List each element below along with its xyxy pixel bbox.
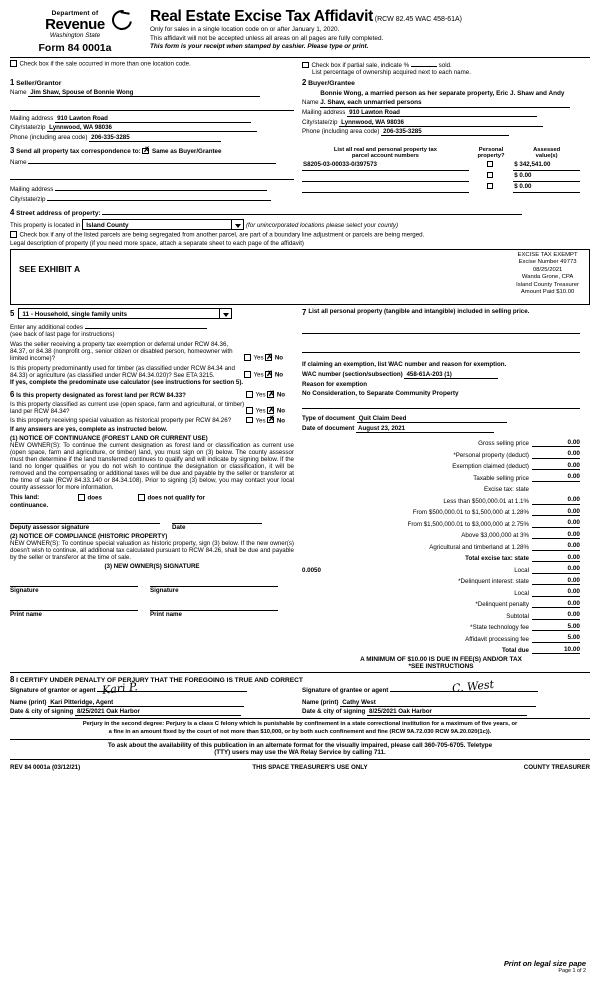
alt-format-note-1: To ask about the availability of this publication in an alternate format for the visually impaired, please call 360-705-6705. Teletype — [107, 742, 493, 750]
s6-q2-yes-checkbox[interactable] — [246, 407, 253, 414]
grantee-name-label: Name (print) — [302, 699, 339, 706]
grantor-sig-label: Signature of grantor or agent — [10, 687, 96, 694]
revenue-label: Revenue — [45, 16, 105, 33]
row-label-17: Affidavit processing fee — [465, 635, 529, 643]
reason-value[interactable]: No Consideration, to Separate Community Property — [302, 389, 459, 397]
seller-phone-row — [10, 134, 294, 142]
department-label: Department of — [51, 10, 99, 17]
minimum-due-note: A MINIMUM OF $10.00 IS DUE IN FEE(S) AND/OR TAX — [360, 656, 522, 663]
row-label-3: Taxable selling price — [473, 474, 529, 482]
personal-property-line-2[interactable] — [302, 346, 580, 353]
row-amount-1[interactable]: 0.00 — [532, 450, 580, 459]
header-divider — [10, 57, 590, 58]
form-header — [10, 6, 590, 54]
row-amount-7[interactable]: 0.00 — [532, 519, 580, 528]
certification-heading: I CERTIFY UNDER PENALTY OF PERJURY THAT THE FOREGOING IS TRUE AND CORRECT — [16, 677, 303, 684]
q1-row — [10, 341, 294, 362]
corr-citystatezip-row — [10, 194, 294, 203]
grantee-name-value[interactable]: Cathy West — [340, 699, 536, 707]
stamp-line-6: Amount Paid $10.00 — [520, 289, 575, 296]
buyer-citystatezip-row — [302, 119, 580, 127]
row-amount-14[interactable]: 0.00 — [532, 600, 580, 609]
row-label-16: *State technology fee — [470, 624, 529, 631]
row-amount-2[interactable]: 0.00 — [532, 462, 580, 471]
seller-heading: Seller/Grantor — [16, 80, 62, 87]
personal-property-checkbox-3[interactable] — [487, 183, 493, 189]
assessed-value-1[interactable]: $ 342,541.00 — [513, 159, 580, 170]
q1-no-label: No — [274, 354, 284, 362]
revision-number: REV 84 0001a (03/12/21) — [10, 764, 81, 772]
grantor-date-label: Date & city of signing — [10, 708, 74, 715]
doctype-label: Type of document — [302, 414, 355, 422]
section5-7-row — [10, 308, 590, 671]
county-treasurer-label: COUNTY TREASURER — [523, 764, 590, 772]
q1-yes-label: Yes — [253, 354, 264, 362]
personal-property-checkbox-1[interactable] — [487, 161, 493, 167]
section5-block — [10, 308, 298, 671]
row-amount-12[interactable]: 0.00 — [532, 577, 580, 586]
s6-q1-yes-checkbox[interactable] — [246, 391, 253, 398]
corr-mailing-label: Mailing address — [10, 185, 54, 193]
correspondence-label: Send all property tax correspondence to: — [16, 148, 141, 155]
correspondence-block — [10, 146, 298, 205]
same-as-buyer-checkbox[interactable] — [142, 148, 149, 155]
new-owner-signature-line-1[interactable] — [10, 578, 138, 587]
corr-citystatezip-value[interactable] — [47, 194, 271, 201]
perjury-note-1: Perjury in the second degree: Perjury is a class C felony which is punishable by confinement in a state correctional institution for a maximum of five years, or — [82, 721, 518, 727]
new-owner-print-line-1[interactable] — [10, 602, 138, 611]
section7-heading: List all personal property (tangible and intangible) included in selling price. — [308, 307, 530, 315]
table-row — [302, 159, 580, 170]
buyer-phone-row — [302, 128, 580, 136]
top-check-row — [10, 60, 590, 76]
corr-mailing-value[interactable] — [55, 184, 267, 191]
deputy-assessor-label: Deputy assessor signature — [10, 523, 90, 531]
buyer-phone-value[interactable]: 206-335-3285 — [381, 128, 509, 136]
print-size-note: Print on legal size pape — [503, 959, 586, 968]
reason-line-2[interactable] — [302, 402, 580, 409]
addl-codes-note: (see back of last page for instructions) — [10, 330, 115, 338]
county-value: Island County — [86, 221, 129, 229]
footer-row — [10, 762, 590, 771]
q1-yes-checkbox[interactable] — [244, 354, 251, 361]
personal-col-header: Personal property? — [477, 147, 505, 159]
grantee-sign-block — [298, 677, 580, 716]
section8-block — [10, 675, 590, 716]
new-owner-print-line-2[interactable] — [150, 602, 278, 611]
footer-divider-bottom — [10, 759, 590, 760]
buyer-section-number: 2 — [302, 78, 307, 87]
county-hint: (for unincorporated locations please select your county) — [245, 221, 399, 229]
does-label: does — [87, 494, 102, 502]
q2-no-checkbox[interactable] — [265, 371, 272, 378]
new-owner-sig-label-1: Signature — [10, 586, 39, 594]
addl-codes-value[interactable] — [85, 322, 207, 329]
section3-number: 3 — [10, 146, 15, 155]
assessed-value-2[interactable]: $ 0.00 — [513, 170, 580, 181]
seller-mailing-label: Mailing address — [10, 114, 54, 122]
row-amount-13[interactable]: 0.00 — [532, 588, 580, 597]
row-amount-17[interactable]: 5.00 — [532, 634, 580, 643]
grantee-sig-label: Signature of grantee or agent — [302, 687, 389, 694]
notice3-title: (3) NEW OWNER(S) SIGNATURE — [104, 562, 200, 570]
grantee-signature-script: C. West — [451, 677, 495, 696]
partial-sale-tail: sold. — [438, 62, 452, 69]
parcel-col-header: List all real and personal property tax parcel account numbers — [333, 147, 437, 159]
assessor-date-line[interactable] — [172, 515, 262, 524]
county-select[interactable] — [82, 219, 244, 230]
buyer-block — [298, 78, 580, 143]
row-label-14: *Delinquent penalty — [475, 601, 529, 608]
q2-note: If yes, complete the predominate use calculator (see instructions for section 5). — [10, 378, 244, 386]
parcel-number-2[interactable] — [302, 170, 469, 181]
corr-name-line2[interactable] — [10, 173, 294, 180]
header-line-2: This affidavit will not be accepted unless all areas on all pages are fully completed. — [150, 34, 384, 42]
s6-q3-no-checkbox[interactable] — [267, 417, 274, 424]
seller-mailing-value[interactable]: 910 Lawton Road — [55, 115, 251, 123]
s6-q1-text: Is this property designated as forest land per RCW 84.33? — [16, 391, 186, 399]
corr-name-row — [10, 157, 294, 166]
chevron-down-icon[interactable] — [231, 220, 243, 229]
new-owner-signature-line-2[interactable] — [150, 578, 278, 587]
alt-format-note-2: (TTY) users may use the WA Relay Service by calling 711. — [214, 749, 386, 757]
row-amount-8[interactable]: 0.00 — [532, 531, 580, 540]
state-label: Washington State — [49, 32, 101, 39]
row-amount-11[interactable]: 0.00 — [532, 565, 580, 574]
parcel-number-1[interactable]: S8205-03-00033-0/397573 — [302, 159, 469, 170]
row-amount-3[interactable]: 0.00 — [532, 473, 580, 482]
tax-calc-table — [302, 436, 580, 655]
seller-block — [10, 78, 298, 143]
parties-row — [10, 78, 590, 143]
form-title-citation: (RCW 82.45 WAC 458-61A) — [374, 16, 463, 23]
local-rate: 0.0050 — [302, 566, 321, 574]
table-row — [302, 170, 580, 181]
stamp-line-2: Excise Number 49773 — [518, 259, 577, 266]
footer-divider-top — [10, 718, 590, 719]
corr-citystatezip-label: City/state/zip — [10, 196, 46, 203]
header-line-3: This form is your receipt when stamped by cashier. Please type or print. — [150, 43, 369, 51]
notice1-title: (1) NOTICE OF CONTINUANCE (FOREST LAND OR CURRENT USE) — [10, 435, 208, 442]
s6-q2-no-checkbox[interactable] — [267, 407, 274, 414]
docdate-value[interactable]: August 23, 2021 — [356, 425, 494, 433]
street-address-heading: Street address of property: — [16, 209, 101, 217]
section8-divider — [10, 672, 590, 673]
stamp-line-4: Wanda Grone, CPA — [521, 274, 574, 281]
row-label-10: Total excise tax: state — [465, 555, 529, 562]
grantor-signature-script: Kari P. — [101, 680, 139, 697]
row-label-8: Above $3,000,000 at 3% — [461, 532, 529, 539]
assessor-date-label: Date — [172, 523, 186, 531]
seller-mailing-row — [10, 115, 294, 123]
seller-citystatezip-row — [10, 124, 294, 132]
footer-divider-mid — [10, 739, 590, 740]
grantee-date-label: Date & city of signing — [302, 708, 366, 715]
this-land-label: This land: — [10, 494, 40, 501]
continuance-label: continuance. — [10, 501, 49, 509]
notice2-body: NEW OWNER(S): To continue special valuation as historic property, sign (3) below. If the new owner(s) doesn't wish to continue, all additional tax calculated pursuant to RCW 84.26, shall be due and payable by the seller or transferor at the time of sale. — [10, 539, 294, 561]
does-not-qualify-checkbox[interactable] — [138, 494, 145, 501]
seller-name-row — [10, 89, 294, 97]
s6-note: If any answers are yes, complete as instructed below. — [10, 426, 168, 433]
s6-q2-text: Is this property classified as current use (open space, farm and agricultural, or timber) land per RCW 84.34? — [10, 400, 245, 415]
section7-block — [298, 308, 580, 671]
q2-yes-checkbox[interactable] — [244, 371, 251, 378]
row-amount-9[interactable]: 0.00 — [532, 542, 580, 551]
parcel-table-header — [302, 147, 580, 159]
grantor-date-value[interactable]: 8/25/2021 Oak Harbor — [75, 708, 241, 716]
row-label-2: Exemption claimed (deduct) — [452, 463, 529, 470]
reason-label: Reason for exemption — [302, 380, 367, 388]
section5-number: 5 — [10, 308, 15, 318]
q2-text: Is this property predominantly used for timber (as classified under RCW 84.34 and 84.33) or agriculture (as classified under RCW 84.34.020)? See ETA 3215. — [10, 364, 235, 379]
section4-block — [10, 208, 590, 305]
partial-sale-label: Check box if partial sale, indicate % — [311, 62, 410, 69]
buyer-citystatezip-label: City/state/zip — [302, 118, 338, 126]
addl-codes-label: Enter any additional codes — [10, 323, 83, 331]
stamp-line-3: 08/25/2021 — [532, 266, 563, 273]
wac-label: WAC number (section/subsection) — [302, 370, 403, 378]
header-text-block — [146, 8, 590, 50]
section8-number: 8 — [10, 675, 15, 684]
row-label-0: Gross selling price — [478, 440, 529, 447]
same-as-buyer-label: Same as Buyer/Grantee — [151, 148, 222, 155]
see-instructions-note: *SEE INSTRUCTIONS — [408, 663, 474, 670]
treasurer-use-label: THIS SPACE TREASURER'S USE ONLY — [252, 764, 368, 772]
seller-citystatezip-value[interactable]: Lynnwood, WA 98036 — [47, 124, 257, 132]
buyer-mailing-row — [302, 109, 580, 117]
agency-logo — [10, 8, 140, 54]
section4-number: 4 — [10, 207, 15, 217]
section7-number: 7 — [302, 307, 307, 317]
grantor-name-value[interactable]: Kari Pitteridge, Agent — [48, 699, 244, 707]
multi-location-label: Check box if the sale occurred in more than one location code. — [19, 60, 191, 68]
buyer-phone-label: Phone (including area code) — [302, 128, 380, 135]
seller-name-value[interactable]: Jim Shaw, Spouse of Bonnie Wong — [28, 89, 260, 97]
street-address-value[interactable] — [102, 208, 522, 215]
partial-sale-checkbox[interactable] — [302, 62, 309, 69]
row-label-11: Local — [514, 566, 529, 574]
seller-citystatezip-label: City/state/zip — [10, 124, 46, 131]
legal-description-text: SEE EXHIBIT A — [19, 263, 81, 274]
s6-q3-yes-checkbox[interactable] — [246, 417, 253, 424]
row-amount-10[interactable]: 0.00 — [532, 554, 580, 563]
does-checkbox[interactable] — [78, 494, 85, 501]
buyer-name-row — [302, 89, 580, 108]
row-label-6: From $500,000.01 to $1,500,000 at 1.28% — [412, 509, 529, 516]
partial-sale-note: List percentage of ownership acquired next to each name. — [312, 69, 471, 76]
docdate-label: Date of document — [302, 424, 355, 432]
header-line-1: Only for sales in a single location code on or after January 1, 2020. — [150, 26, 340, 33]
perjury-note-2: a fine in an amount fixed by the court of not more than $10,000, or by both such confinement and fine (RCW 9A.72.030 RCW 9A.20.020(1c)). — [108, 728, 492, 735]
row-amount-16[interactable]: 5.00 — [532, 623, 580, 632]
seller-name-line2[interactable] — [10, 104, 294, 111]
use-code-select[interactable] — [18, 308, 232, 319]
segregated-checkbox[interactable] — [10, 231, 17, 238]
corr-name-value[interactable] — [28, 157, 276, 164]
new-owner-sig-label-2: Signature — [150, 586, 179, 594]
form-number: Form 84 0001a — [38, 42, 112, 54]
parcel-table — [302, 147, 580, 193]
row-amount-0[interactable]: 0.00 — [532, 439, 580, 448]
s6-q1-no-checkbox[interactable] — [267, 391, 274, 398]
s6-q3-text: Is this property receiving special valuation as historical property per RCW 84.26? — [10, 416, 232, 424]
corr-name-label: Name — [10, 158, 27, 166]
legal-description-label: Legal description of property (if you need more space, attach a separate sheet to each page of the affidavit) — [10, 239, 304, 247]
q2-row — [10, 365, 294, 379]
chevron-down-icon[interactable] — [219, 309, 231, 318]
new-owner-print-label-2: Print name — [150, 610, 182, 618]
notice2-title: (2) NOTICE OF COMPLIANCE (HISTORIC PROPERTY) — [10, 532, 168, 540]
row-label-4: Excise tax: state — [483, 486, 529, 493]
parcel-table-block — [298, 146, 580, 205]
row-label-18: Total due — [501, 647, 529, 654]
table-row — [302, 181, 580, 192]
buyer-heading: Buyer/Grantee — [308, 80, 355, 87]
grantee-date-value[interactable]: 8/25/2021 Oak Harbor — [367, 708, 527, 716]
row-label-12: *Delinquent interest: state — [458, 578, 529, 585]
form-title: Real Estate Excise Tax Affidavit — [150, 8, 373, 25]
q1-text: Was the seller receiving a property tax exemption or deferral under RCW 84.36, 84.37, or 84.38 (nonprofit org., senior citizen or disabled person, homeowner with limited income)? — [10, 340, 233, 362]
section6-block: 6 Is this property designated as forest land per RCW 84.33? Yes ✗ No Is this property classified as current use (open space, farm and agricultural, or timber) land per RCW 84.34? Yes ✗ No Is this property receiving special valuation as historical property per RCW 84.26? Yes ✗ No If any answers are yes, complete as instructed below. (1) NOTICE OF CONTINUANCE (FOREST LAND OR CURRENT USE) NEW OWNER(S): To continue the current designation as forest land or classification as current use (open space, farm and agriculture, or timber) land, you must sign on (3) below. The county assessor must then determine if the land transferred continues to qualify and will indicate by signing below. If the land no longer qualifies or you do not wish to continue the designation or classification, it will be removed and the compensating or additional taxes will be due and payable by the seller or transferor at the time of sale (RCW 84.33.140 or 84.34.108). Prior to signing (3) below, you may contact your local county assessor for more information. This land: does does not qualify for continuance. Deputy assessor signature Date (2) NOTICE OF COMPLIANCE (HISTORIC PROPERTY) NEW OWNER(S): To continue special valuation as historic property, sign (3) below. If the new owner(s) doesn't wish to continue, all additional tax calculated pursuant to RCW 84.26, shall be due and payable by the seller or transferor at the time of sale. (3) NEW OWNER(S) SIGNATURE Signature Signature Print name Print name — [10, 390, 294, 618]
buyer-mailing-label: Mailing address — [302, 109, 346, 116]
buyer-name-value[interactable]: Bonnie Wong, a married person as her separate property, Eric J. Shaw and Andy J. Shaw, each unmarried persons — [320, 89, 570, 108]
assessed-col-header: Assessed value(s) — [533, 147, 561, 159]
corr-mailing-row — [10, 184, 294, 193]
row-amount-6[interactable]: 0.00 — [532, 508, 580, 517]
row-amount-5[interactable]: 0.00 — [532, 496, 580, 505]
section6-number: 6 — [10, 389, 15, 399]
row-amount-15[interactable]: 0.00 — [532, 611, 580, 620]
seller-phone-label: Phone (including area code) — [10, 133, 88, 141]
notice1-body: NEW OWNER(S): To continue the current designation as forest land or classification as current use (open space, farm and agriculture, or timber) land, you must sign on (3) below. The county assessor must then determine if the land transferred continues to qualify and will indicate by signing below. If the land no longer qualifies or you do not wish to continue the designation or classification, it will be removed and the compensating or additional taxes will be due and payable by the seller or transferor at the time of sale (RCW 84.33.140 or 84.34.108). Prior to signing (3) below, you may contact your local county assessor for more information. — [10, 442, 294, 491]
personal-property-checkbox-2[interactable] — [487, 172, 493, 178]
buyer-mailing-value[interactable]: 910 Lawton Road — [347, 109, 537, 117]
deputy-assessor-signature-line[interactable] — [10, 515, 160, 524]
doctype-value[interactable]: Quit Claim Deed — [357, 415, 507, 423]
multi-location-checkbox[interactable] — [10, 60, 17, 67]
row-label-9: Agricultural and timberland at 1.28% — [429, 543, 529, 551]
row-label-5: Less than $500,000.01 at 1.1% — [443, 497, 529, 505]
wac-value[interactable]: 458-61A-203 (1) — [404, 371, 498, 379]
seller-section-number: 1 — [10, 78, 15, 87]
row-amount-18[interactable]: 10.00 — [532, 646, 580, 655]
legal-description-box[interactable] — [10, 249, 590, 305]
assessed-value-3[interactable]: $ 0.00 — [513, 181, 580, 192]
q2-yes-label: Yes — [253, 371, 264, 379]
q1-no-checkbox[interactable] — [265, 354, 272, 361]
buyer-citystatezip-value[interactable]: Lynnwood, WA 98036 — [339, 119, 543, 127]
personal-property-line-1[interactable] — [302, 327, 580, 334]
parcel-number-3[interactable] — [302, 181, 469, 192]
row-label-15: Subtotal — [506, 612, 529, 620]
segregated-label: Check box if any of the listed parcels are being segregated from another parcel, are part of a boundary line adjustment or parcels are being merged. — [19, 231, 425, 239]
seller-phone-value[interactable]: 206-335-3285 — [89, 134, 221, 142]
row-label-13: Local — [514, 589, 529, 597]
row-label-7: From $1,500,000.01 to $3,000,000 at 2.75% — [407, 520, 529, 528]
does-not-label: does not qualify for — [147, 494, 205, 502]
use-code-value: 11 - Household, single family units — [22, 310, 128, 318]
seller-name-label: Name — [10, 88, 27, 96]
located-in-label: This property is located in — [10, 221, 81, 229]
q2-no-label: No — [274, 371, 284, 379]
stamp-line-1: EXCISE TAX EXEMPT — [517, 251, 578, 258]
row-label-1: *Personal property (deduct) — [453, 451, 529, 459]
row-amount-4 — [532, 493, 580, 494]
grantor-name-label: Name (print) — [10, 699, 47, 706]
page-number: Page 1 of 2 — [558, 968, 586, 974]
buyer-name-label: Name — [302, 98, 319, 106]
exemption-label: If claiming an exemption, list WAC number and reason for exemption. — [302, 360, 507, 368]
new-owner-print-label-1: Print name — [10, 610, 42, 618]
stamp-line-5: Island County Treasurer — [516, 281, 579, 288]
treasurer-stamp — [516, 252, 579, 297]
section3-row — [10, 146, 590, 205]
